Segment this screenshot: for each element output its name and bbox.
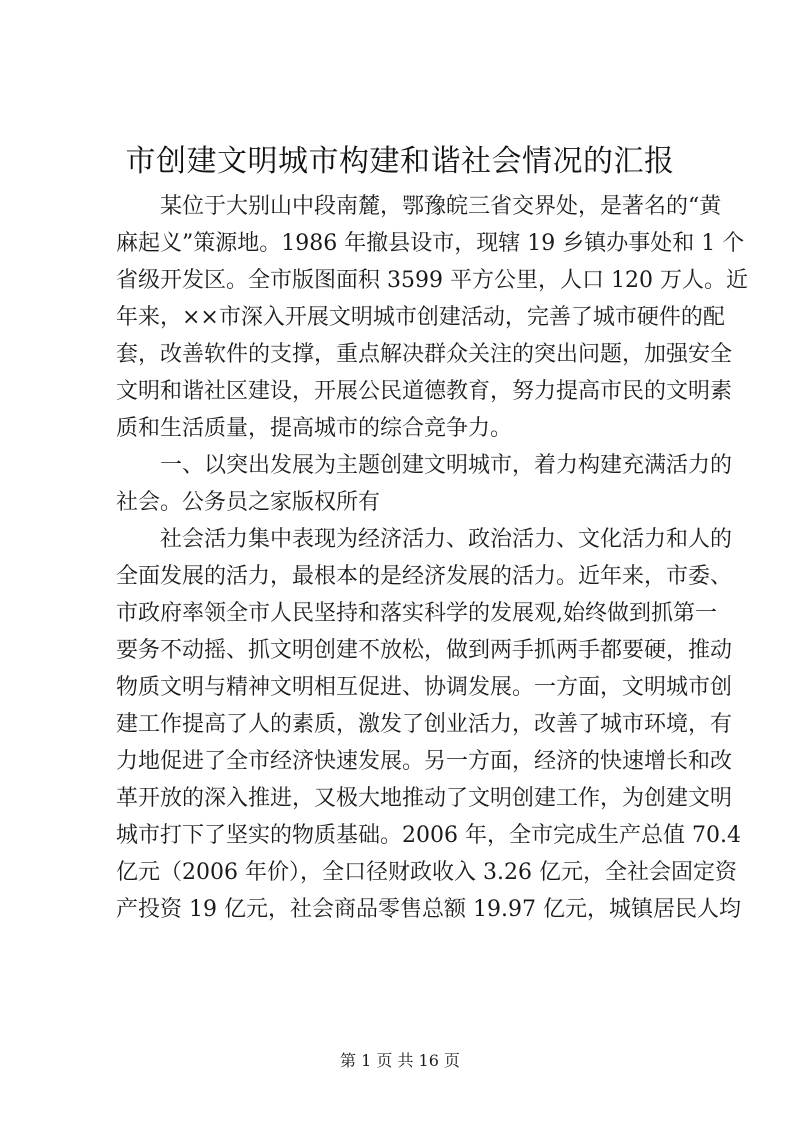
- paragraph-line: 文明和谐社区建设，开展公民道德教育，努力提高市民的文明素: [116, 379, 733, 404]
- document-title: 市创建文明城市构建和谐社会情况的汇报: [125, 144, 675, 179]
- paragraph-line: 麻起义”策源地。1986 年撤县设市，现辖 19 乡镇办事处和 1 个: [116, 231, 745, 256]
- paragraph-line: 要务不动摇、抓文明创建不放松，做到两手抓两手都要硬，推动: [116, 638, 733, 663]
- paragraph-line: 一、以突出发展为主题创建文明城市，着力构建充满活力的: [160, 453, 733, 478]
- document-body: [116, 188, 748, 928]
- paragraph-line: 亿元（2006 年价），全口径财政收入 3.26 亿元，全社会固定资: [116, 860, 737, 885]
- page-number: 第 1 页 共 16 页: [340, 1051, 460, 1070]
- paragraph-line: 力地促进了全市经济快速发展。另一方面，经济的快速增长和改: [116, 749, 733, 774]
- paragraph-intro: [116, 188, 748, 447]
- paragraph-line: 物质文明与精神文明相互促进、协调发展。一方面，文明城市创: [116, 675, 733, 700]
- paragraph-line: 社会。公务员之家版权所有: [116, 490, 381, 515]
- paragraph-line: 省级开发区。全市版图面积 3599 平方公里，人口 120 万人。近: [116, 268, 748, 293]
- paragraph-line: 产投资 19 亿元，社会商品零售总额 19.97 亿元，城镇居民人均: [116, 897, 741, 922]
- paragraph-line: 城市打下了坚实的物质基础。2006 年，全市完成生产总值 70.4: [116, 823, 741, 848]
- paragraph-line: 年来，××市深入开展文明城市创建活动，完善了城市硬件的配: [116, 305, 725, 330]
- paragraph-section-heading: [116, 447, 733, 521]
- paragraph-line: 革开放的深入推进，又极大地推动了文明创建工作，为创建文明: [116, 786, 733, 811]
- paragraph-social-vitality: [116, 521, 741, 928]
- paragraph-line: 某位于大别山中段南麓，鄂豫皖三省交界处，是著名的“黄: [160, 194, 722, 219]
- paragraph-line: 社会活力集中表现为经济活力、政治活力、文化活力和人的: [160, 527, 733, 552]
- paragraph-line: 全面发展的活力，最根本的是经济发展的活力。近年来，市委、: [116, 564, 733, 589]
- paragraph-line: 建工作提高了人的素质，激发了创业活力，改善了城市环境，有: [116, 712, 733, 737]
- paragraph-line: 市政府率领全市人民坚持和落实科学的发展观,始终做到抓第一: [116, 601, 717, 626]
- paragraph-line: 质和生活质量，提高城市的综合竞争力。: [116, 416, 513, 441]
- paragraph-line: 套，改善软件的支撑，重点解决群众关注的突出问题，加强安全: [116, 342, 733, 367]
